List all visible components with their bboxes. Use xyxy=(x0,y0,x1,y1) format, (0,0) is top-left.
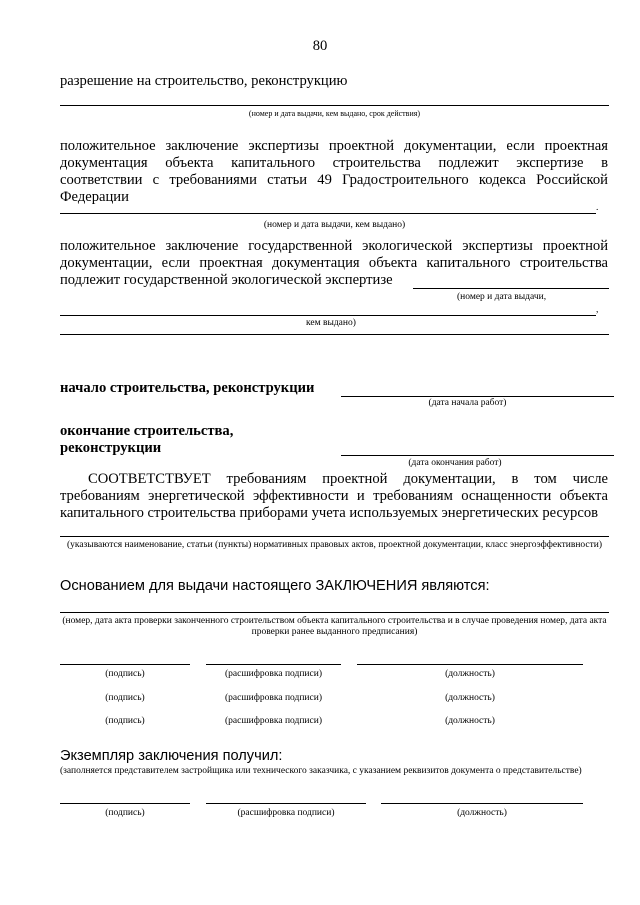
received-heading: Экземпляр заключения получил: xyxy=(60,748,283,764)
expertise-caption: (номер и дата выдачи, кем выдано) xyxy=(263,220,406,230)
decoding-caption: (расшифровка подписи) xyxy=(225,693,322,703)
received-position-line xyxy=(381,803,583,804)
compliance-caption: (указываются наименование, статьи (пункты) нормативных правовых актов, проектной документации, класс энергоэффективности) xyxy=(66,540,603,550)
basis-line xyxy=(60,612,609,613)
start-label: начало строительства, реконструкции xyxy=(60,380,315,396)
signature-line xyxy=(60,664,190,665)
permit-caption: (номер и дата выдачи, кем выдано, срок действия) xyxy=(248,109,421,118)
eco-text: положительное заключение государственной экологической экспертизы проектной документации, если проектная документация объекта капитального строительства подлежит государственной экологической экспертизе xyxy=(60,238,608,288)
eco-caption-part2: кем выдано) xyxy=(306,318,356,328)
received-signature-line xyxy=(60,803,190,804)
end-label-line2: реконструкции xyxy=(60,440,162,456)
eco-line-2 xyxy=(60,334,609,335)
end-date-line xyxy=(341,455,614,456)
decoding-caption: (расшифровка подписи) xyxy=(225,669,322,679)
signature-caption: (подпись) xyxy=(105,693,145,703)
start-caption: (дата начала работ) xyxy=(428,398,507,408)
position-caption: (должность) xyxy=(445,693,495,703)
eco-trailing-mark: , xyxy=(596,305,599,315)
signature-caption: (подпись) xyxy=(105,669,145,679)
eco-inline-line xyxy=(413,288,609,289)
eco-line xyxy=(60,315,596,316)
decoding-caption: (расшифровка подписи) xyxy=(225,716,322,726)
position-caption: (должность) xyxy=(445,716,495,726)
received-signature-caption: (подпись) xyxy=(105,808,145,818)
permit-line xyxy=(60,105,609,106)
compliance-text: СООТВЕТСТВУЕТ требованиям проектной документации, в том числе требованиям энергетической эффективности и требованиям оснащенности объекта капитального строительства приборами учета используемых энергетических ресурсов xyxy=(60,471,608,521)
expertise-line xyxy=(60,213,596,214)
received-position-caption: (должность) xyxy=(457,808,507,818)
expertise-trailing-mark: . xyxy=(596,203,599,213)
start-date-line xyxy=(341,396,614,397)
decoding-line xyxy=(206,664,341,665)
permit-label: разрешение на строительство, реконструкцию xyxy=(60,73,348,89)
basis-caption: (номер, дата акта проверки законченного строительством объекта капитального строительства и в случае проведения номер, дата акта проверки ранее выданного предписания) xyxy=(62,616,607,637)
received-note: (заполняется представителем застройщика или технического заказчика, с указанием реквизитов документа о представительстве) xyxy=(60,766,582,776)
page-number: 80 xyxy=(312,38,328,54)
basis-heading: Основанием для выдачи настоящего ЗАКЛЮЧЕНИЯ являются: xyxy=(60,578,490,594)
position-line xyxy=(357,664,583,665)
compliance-line xyxy=(60,536,609,537)
eco-caption-part1: (номер и дата выдачи, xyxy=(457,292,547,302)
signature-caption: (подпись) xyxy=(105,716,145,726)
received-decoding-line xyxy=(206,803,366,804)
expertise-text: положительное заключение экспертизы проектной документации, если проектная документация объекта капитального строительства подлежит экспертизе в соответствии с требованиями статьи 49 Градостроительного кодекса Российской Федерации xyxy=(60,138,608,205)
end-caption: (дата окончания работ) xyxy=(408,458,502,468)
position-caption: (должность) xyxy=(445,669,495,679)
end-label-line1: окончание строительства, xyxy=(60,423,234,439)
received-decoding-caption: (расшифровка подписи) xyxy=(237,808,335,818)
